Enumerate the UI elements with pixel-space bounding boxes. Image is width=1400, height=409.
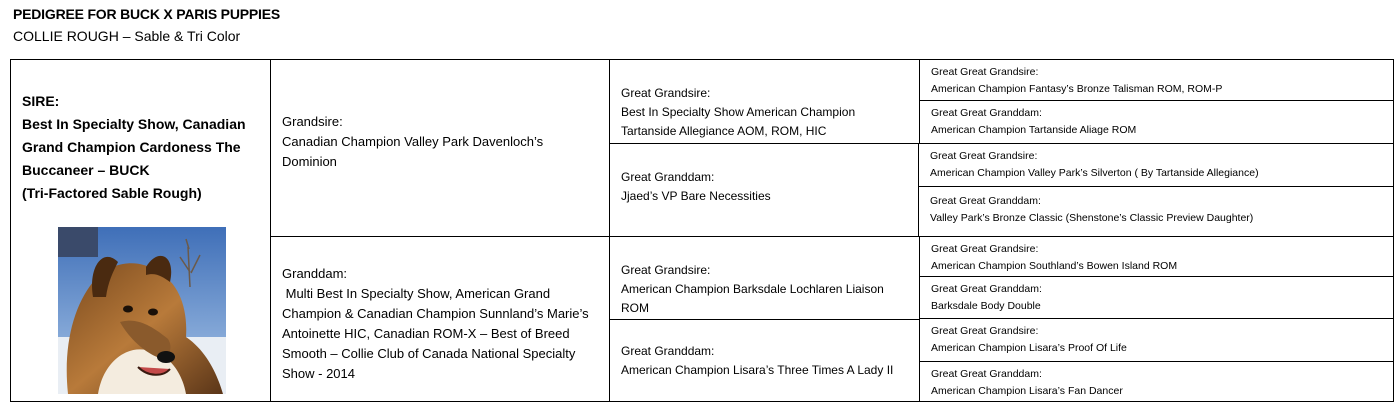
great-great-grandsire-cell (918, 143, 1394, 187)
great-great-grandsire-label: Great Great Grandsire: (931, 325, 1039, 337)
great-great-granddam-cell (918, 186, 1394, 237)
great-great-granddam-label: Great Great Granddam: (931, 283, 1042, 295)
rough-collie-photo (58, 227, 226, 394)
sire-name-line-4: (Tri-Factored Sable Rough) (22, 185, 202, 201)
great-great-granddam-cell (919, 276, 1394, 319)
great-granddam-cell (609, 143, 920, 237)
great-great-granddam-cell (919, 361, 1394, 402)
sire-cell (10, 59, 271, 402)
great-granddam-label: Great Granddam: (621, 170, 715, 184)
great-great-granddam-name: Valley Park’s Bronze Classic (Shenstone’s Classic Preview Daughter) (930, 212, 1254, 224)
sire-name-line-2: Grand Champion Cardoness The (22, 139, 241, 155)
granddam-cell (270, 236, 610, 402)
grandsire-label: Grandsire: (282, 114, 343, 129)
great-great-granddam-label: Great Great Granddam: (930, 195, 1041, 207)
grandsire-name: Canadian Champion Valley Park Davenloch’s Dominion (282, 134, 544, 169)
page-subtitle: COLLIE ROUGH – Sable & Tri Color (13, 28, 241, 44)
granddam-name: Multi Best In Specialty Show, American Grand Champion & Canadian Champion Sunnland’s Marie’s Antoinette HIC, Canadian ROM-X – Best of Breed Smooth – Collie Club of Canada National Specialty Show - 2014 (282, 286, 592, 381)
great-grandsire-cell (609, 59, 920, 144)
great-great-grandsire-label: Great Great Grandsire: (931, 243, 1039, 255)
great-great-grandsire-cell (919, 59, 1394, 101)
great-great-granddam-name: American Champion Lisara’s Fan Dancer (931, 385, 1123, 397)
great-great-grandsire-name: American Champion Valley Park’s Silverton ( By Tartanside Allegiance) (930, 167, 1259, 179)
great-great-granddam-name: Barksdale Body Double (931, 300, 1041, 312)
great-great-grandsire-cell (919, 318, 1394, 362)
great-grandsire-cell (609, 236, 920, 320)
sire-text (22, 90, 262, 205)
great-grandsire-name: American Champion Barksdale Lochlaren Liaison ROM (621, 282, 884, 315)
great-grandsire-label: Great Grandsire: (621, 263, 711, 277)
great-great-granddam-label: Great Great Granddam: (931, 107, 1042, 119)
sire-name-line-1: Best In Specialty Show, Canadian (22, 116, 246, 132)
great-great-grandsire-name: American Champion Southland’s Bowen Island ROM (931, 260, 1178, 272)
great-great-grandsire-label: Great Great Grandsire: (931, 66, 1039, 78)
page-title: PEDIGREE FOR BUCK X PARIS PUPPIES (13, 6, 280, 22)
sire-name-line-3: Buccaneer – BUCK (22, 162, 150, 178)
great-granddam-name: American Champion Lisara’s Three Times A Lady II (621, 363, 894, 377)
great-great-grandsire-name: American Champion Lisara’s Proof Of Life (931, 342, 1127, 354)
great-great-grandsire-name: American Champion Fantasy’s Bronze Talisman ROM, ROM-P (931, 83, 1223, 95)
great-great-granddam-name: American Champion Tartanside Aliage ROM (931, 124, 1137, 136)
great-great-granddam-cell (919, 100, 1394, 144)
great-granddam-cell (609, 319, 920, 402)
great-granddam-name: Jjaed’s VP Bare Necessities (621, 189, 771, 203)
great-granddam-label: Great Granddam: (621, 344, 715, 358)
great-great-granddam-label: Great Great Granddam: (931, 368, 1042, 380)
sire-label: SIRE: (22, 93, 60, 109)
great-grandsire-label: Great Grandsire: (621, 86, 711, 100)
great-grandsire-name: Best In Specialty Show American Champion Tartanside Allegiance AOM, ROM, HIC (621, 105, 856, 138)
granddam-label: Granddam: (282, 266, 348, 281)
grandsire-cell (270, 59, 610, 237)
great-great-grandsire-cell (919, 236, 1394, 277)
great-great-grandsire-label: Great Great Grandsire: (930, 150, 1038, 162)
